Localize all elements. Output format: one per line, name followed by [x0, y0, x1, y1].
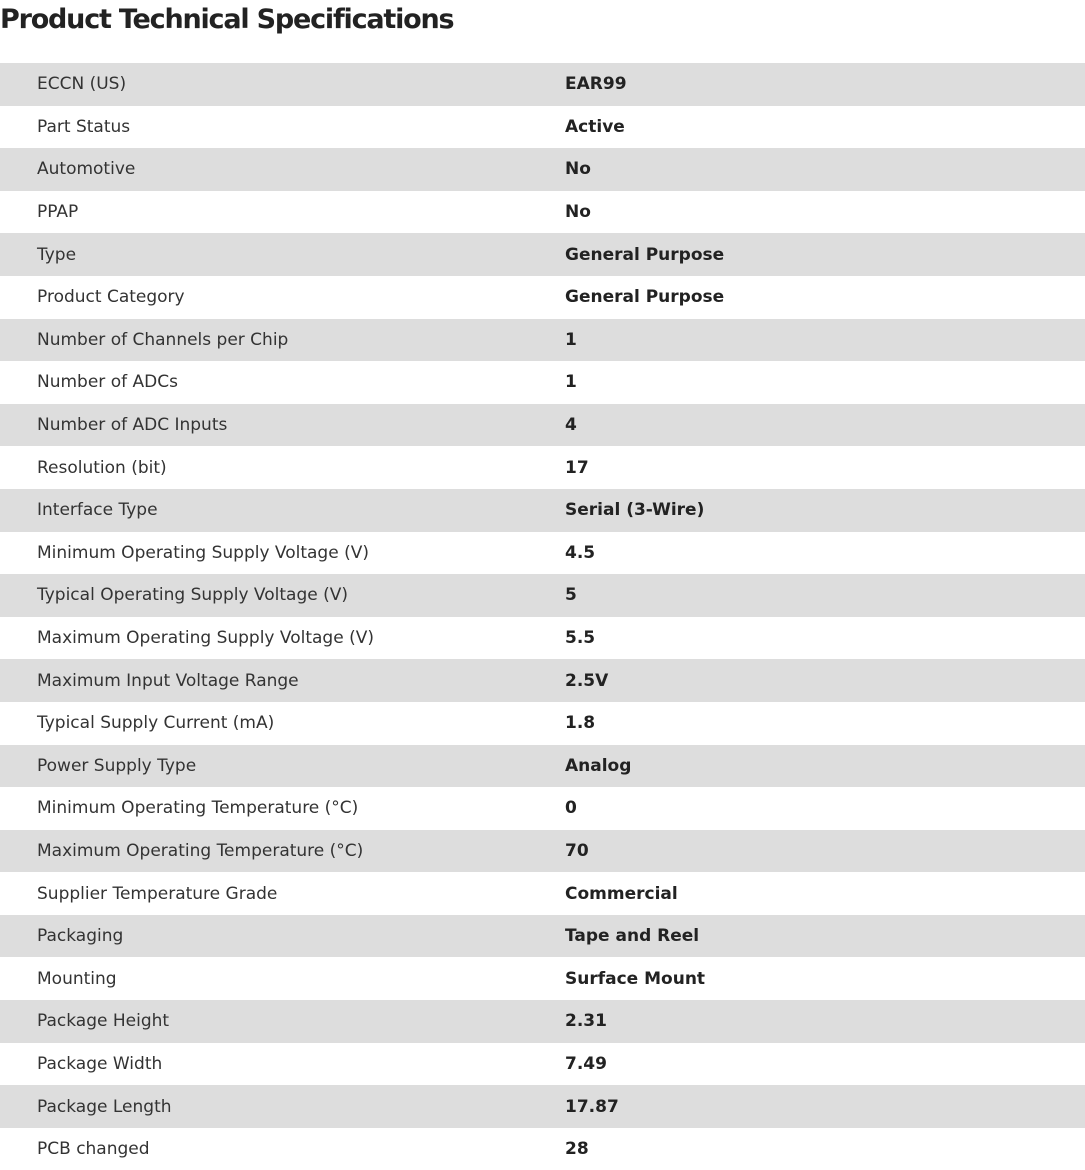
spec-value: 7.49 [565, 1053, 607, 1074]
spec-label: Automotive [37, 159, 136, 180]
spec-row-ppap [0, 191, 1085, 234]
spec-row-package-length [0, 1085, 1085, 1128]
spec-value: Commercial [565, 883, 678, 904]
spec-label: Resolution (bit) [37, 457, 167, 478]
spec-label: Power Supply Type [37, 755, 197, 776]
spec-label: Number of ADC Inputs [37, 415, 228, 436]
spec-value: 2.31 [565, 1011, 607, 1032]
spec-value: No [565, 159, 591, 180]
spec-value: 17.87 [565, 1096, 619, 1117]
spec-label: Minimum Operating Temperature (°C) [37, 798, 359, 819]
spec-value: 70 [565, 840, 589, 861]
spec-row-package-width [0, 1043, 1085, 1086]
spec-label: Typical Operating Supply Voltage (V) [37, 585, 348, 606]
spec-row-min-supply-voltage [0, 532, 1085, 575]
spec-label: Typical Supply Current (mA) [37, 713, 275, 734]
spec-row-min-operating-temp [0, 787, 1085, 830]
spec-row-max-operating-temp [0, 830, 1085, 873]
spec-row-pcb-changed [0, 1128, 1085, 1170]
spec-row-temperature-grade [0, 872, 1085, 915]
spec-label: Product Category [37, 287, 185, 308]
spec-label: Interface Type [37, 500, 158, 521]
spec-label: PPAP [37, 202, 79, 223]
spec-row-packaging [0, 915, 1085, 958]
spec-value: 1.8 [565, 713, 596, 734]
spec-row-package-height [0, 1000, 1085, 1043]
spec-row-power-supply-type [0, 745, 1085, 788]
spec-value: 5.5 [565, 628, 596, 649]
spec-label: Maximum Operating Supply Voltage (V) [37, 628, 374, 649]
spec-label: Maximum Operating Temperature (°C) [37, 840, 364, 861]
spec-value: Analog [565, 755, 632, 776]
spec-row-typ-supply-current [0, 702, 1085, 745]
spec-label: Mounting [37, 968, 117, 989]
spec-label: Number of Channels per Chip [37, 329, 289, 350]
spec-row-eccn [0, 63, 1085, 106]
spec-label: Type [37, 244, 77, 265]
spec-row-type [0, 233, 1085, 276]
spec-table [0, 63, 1085, 1170]
spec-row-max-input-voltage-range [0, 659, 1085, 702]
spec-label: Minimum Operating Supply Voltage (V) [37, 542, 369, 563]
spec-row-interface-type [0, 489, 1085, 532]
spec-row-part-status [0, 106, 1085, 149]
spec-value: Active [565, 116, 625, 137]
spec-label: Packaging [37, 926, 124, 947]
spec-value: 17 [565, 457, 589, 478]
spec-value: 4.5 [565, 542, 596, 563]
spec-value: EAR99 [565, 74, 627, 95]
page-title: Product Technical Specifications [0, 4, 454, 35]
spec-value: No [565, 202, 591, 223]
spec-label: Supplier Temperature Grade [37, 883, 278, 904]
spec-value: 4 [565, 415, 577, 436]
spec-value: 1 [565, 372, 577, 393]
spec-row-channels-per-chip [0, 319, 1085, 362]
spec-label: PCB changed [37, 1139, 150, 1160]
spec-label: Part Status [37, 116, 131, 137]
spec-value: 0 [565, 798, 577, 819]
spec-label: Package Width [37, 1053, 163, 1074]
spec-value: Surface Mount [565, 968, 706, 989]
spec-row-automotive [0, 148, 1085, 191]
spec-row-adc-inputs [0, 404, 1085, 447]
spec-row-mounting [0, 957, 1085, 1000]
spec-value: General Purpose [565, 287, 725, 308]
spec-label: Package Height [37, 1011, 170, 1032]
spec-label: Maximum Input Voltage Range [37, 670, 299, 691]
spec-label: Number of ADCs [37, 372, 178, 393]
spec-value: General Purpose [565, 244, 725, 265]
spec-row-typ-supply-voltage [0, 574, 1085, 617]
spec-value: 5 [565, 585, 577, 606]
spec-value: 1 [565, 329, 577, 350]
spec-value: 2.5V [565, 670, 609, 691]
spec-label: Package Length [37, 1096, 172, 1117]
spec-label: ECCN (US) [37, 74, 127, 95]
spec-row-resolution [0, 446, 1085, 489]
spec-row-max-supply-voltage [0, 617, 1085, 660]
spec-value: 28 [565, 1139, 589, 1160]
spec-value: Serial (3-Wire) [565, 500, 705, 521]
spec-row-product-category [0, 276, 1085, 319]
spec-row-number-of-adcs [0, 361, 1085, 404]
spec-value: Tape and Reel [565, 926, 700, 947]
